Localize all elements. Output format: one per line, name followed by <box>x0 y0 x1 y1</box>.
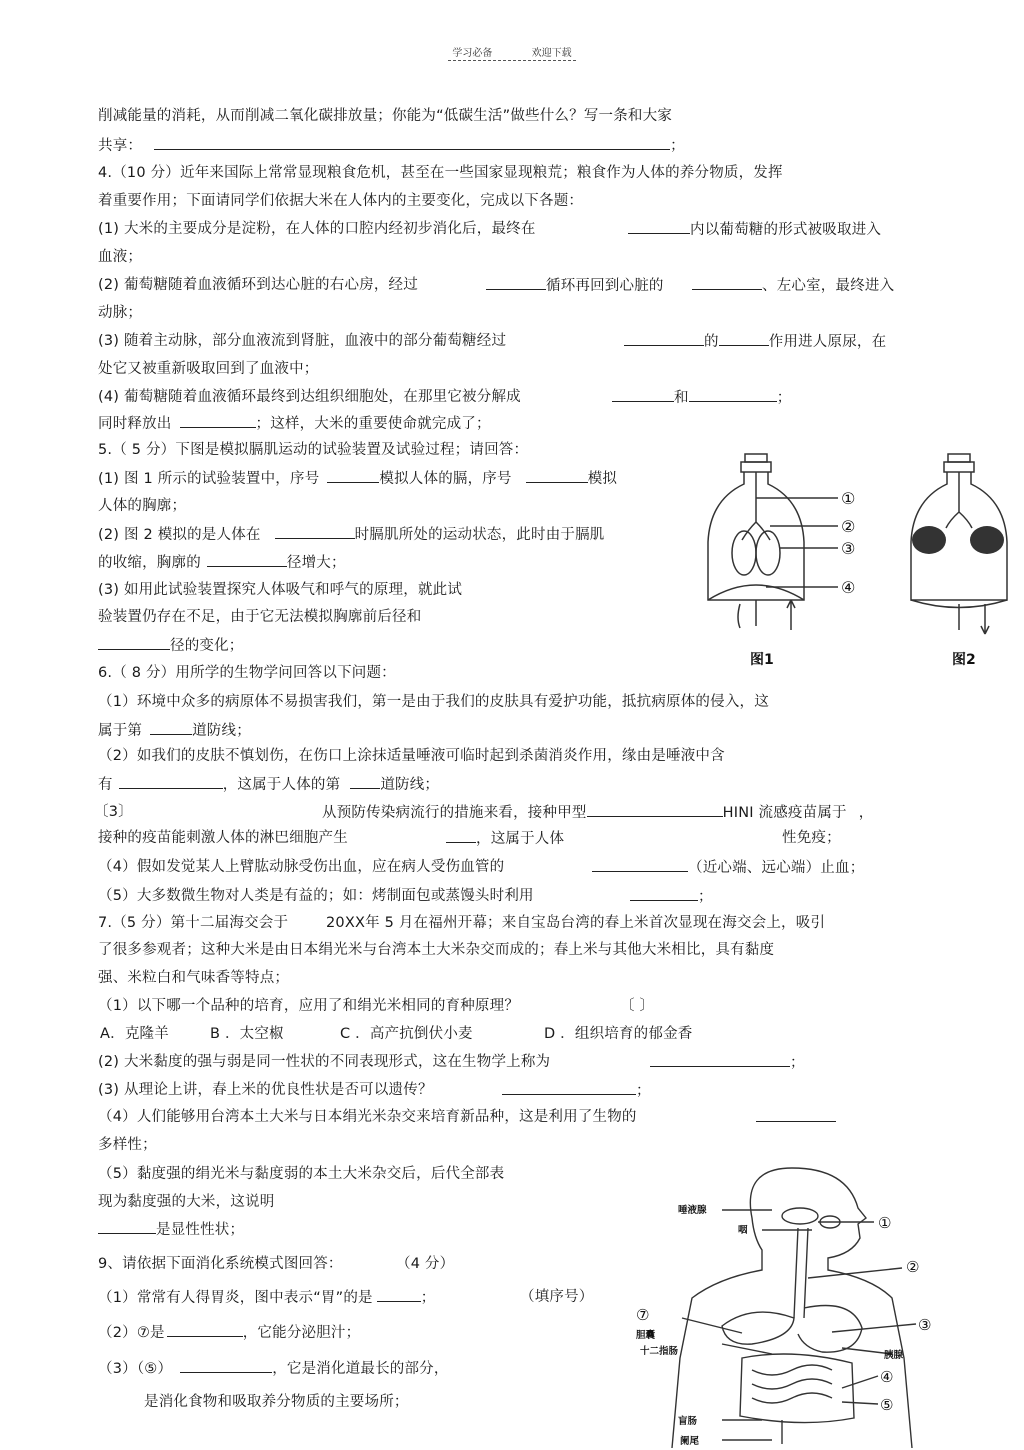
text-line: 血液； <box>98 249 143 265</box>
header-right: 欢迎下载 <box>531 48 572 59</box>
text-line: 是显性性状； <box>98 1219 244 1240</box>
num-5: ⑤ <box>880 1396 894 1414</box>
digestive-system-figure <box>622 1158 952 1448</box>
text-line: 〔3〕 <box>94 804 133 820</box>
text-line: 人体的胸廓； <box>98 498 187 514</box>
text-line: ； <box>650 1052 805 1073</box>
question-5-title: 5.（ 5 分）下图是模拟膈肌运动的试验装置及试验过程；请回答： <box>98 442 529 458</box>
text-line: 的 作用进人原尿，在 <box>624 331 886 352</box>
option-c: C ．高产抗倒伏小麦 <box>340 1026 473 1042</box>
text-line: (3) 如用此试验装置探究人体吸气和呼气的原理，就此试 <box>98 582 463 598</box>
question-9-title: 9、请依据下面消化系统模式图回答： <box>98 1256 343 1272</box>
text-line: （4 分） <box>396 1256 455 1272</box>
text-line <box>756 1107 836 1128</box>
text-line: (1) 大米的主要成分是淀粉，在人体的口腔内经初步消化后，最终在 <box>98 221 536 237</box>
label-2: ② <box>841 517 856 536</box>
label-duodenum: 十二指肠 <box>640 1346 679 1357</box>
text-line: (2) 大米黏度的强与弱是同一性状的不同表现形式，这在生物学上称为 <box>98 1054 551 1070</box>
text-line: 径的变化； <box>98 635 244 656</box>
label-3: ③ <box>841 539 856 558</box>
text-line: 属于第 道防线； <box>98 720 251 741</box>
text-line: 是消化食物和吸取养分物质的主要场所； <box>144 1394 409 1410</box>
figure-caption-2: 图2 <box>952 652 976 668</box>
num-4: ④ <box>880 1368 894 1386</box>
text-line: 共享： ； <box>98 135 685 156</box>
text-line: （近心端、远心端）止血； <box>592 857 864 878</box>
text-line: 接种的疫苗能刺激人体的淋巴细胞产生 <box>98 830 348 846</box>
text-line: （3）（⑤） ，它是消化道最长的部分， <box>98 1358 449 1379</box>
text-line: 循环再回到心脏的 <box>486 275 664 296</box>
text-line: （1）常常有人得胃炎，图中表示“胃”的是 ； <box>98 1287 435 1308</box>
num-3: ③ <box>918 1316 932 1334</box>
header-left: 学习必备 <box>452 48 493 59</box>
text-line: 的收缩，胸廓的 径增大； <box>98 552 346 573</box>
text-line: （5）黏度强的绢光米与黏度弱的本土大米杂交后，后代全部表 <box>98 1166 505 1182</box>
option-a: A．克隆羊 <box>100 1026 169 1042</box>
lung-shape <box>912 526 946 554</box>
text-line: (3) 随着主动脉，部分血液流到肾脏，血液中的部分葡萄糖经过 <box>98 333 507 349</box>
text-line: （4）人们能够用台湾本土大米与日本绢光米杂交来培育新品种，这是利用了生物的 <box>98 1109 637 1125</box>
text-line: 内以葡萄糖的形式被吸取进入 <box>628 219 881 240</box>
text-line: (1) 图 1 所示的试验装置中，序号 模拟人体的膈，序号 模拟 <box>98 468 617 489</box>
text-line: 了很多参观者；这种大米是由日本绢光米与台湾本土大米杂交而成的；春上米与其他大米相比，具有黏度 <box>98 942 775 958</box>
label-cecum: 盲肠 <box>678 1416 698 1427</box>
text-line: 验装置仍存在不足，由于它无法模拟胸廓前后径和 <box>98 609 422 625</box>
label-gallbladder: 胆囊 <box>636 1330 656 1341</box>
text-line: （5）大多数微生物对人类是有益的；如：烤制面包或蒸馒头时利用 <box>98 888 534 904</box>
text-line: 着重要作用；下面请同学们依据大米在人体内的主要变化，完成以下各题： <box>98 193 584 209</box>
text-line: 强、米粒白和气味香等特点； <box>98 970 290 986</box>
text-line: 处它又被重新吸取回到了血液中； <box>98 361 319 377</box>
lung-shape <box>970 526 1004 554</box>
text-line: 和 ； <box>612 387 791 408</box>
num-7: ⑦ <box>636 1306 650 1324</box>
text-line: （2）⑦是 ，它能分泌胆汁； <box>98 1322 360 1343</box>
text-line: 现为黏度强的大米，这说明 <box>98 1194 275 1210</box>
text-line: （4）假如发觉某人上臂肱动脉受伤出血，应在病人受伤血管的 <box>98 859 505 875</box>
text-line: （2）如我们的皮肤不慎划伤，在伤口上涂抹适量唾液可临时起到杀菌消炎作用，缘由是唾液中含 <box>98 748 725 764</box>
label-pancreas: 胰腺 <box>884 1350 904 1361</box>
text-line: （填序号） <box>520 1289 594 1305</box>
text-line: ，这属于人体 <box>446 828 564 849</box>
label-1: ① <box>841 489 856 508</box>
label-appendix: 阑尾 <box>680 1436 700 1447</box>
text-line: (3) 从理论上讲，春上米的优良性状是否可以遗传？ <box>98 1082 433 1098</box>
label-salivary-gland: 唾液腺 <box>678 1205 707 1216</box>
figure-caption-1: 图1 <box>750 652 774 668</box>
text-line: 、左心室，最终进入 <box>692 275 894 296</box>
num-1: ① <box>878 1214 892 1232</box>
question-7-title: 7.（5 分）第十二届海交会于 <box>98 915 289 931</box>
text-line: (2) 图 2 模拟的是人体在 时膈肌所处的运动状态，此时由于膈肌 <box>98 524 605 545</box>
option-b: B ．太空椒 <box>210 1026 284 1042</box>
label-pharynx: 咽 <box>738 1225 748 1236</box>
diaphragm-model-figure <box>700 450 1020 672</box>
question-6-title: 6.（ 8 分）用所学的生物学问回答以下问题： <box>98 665 396 681</box>
question-4-title: 4.（10 分）近年来国际上常常显现粮食危机，甚至在一些国家显现粮荒；粮食作为人体的养分物质，发挥 <box>98 165 783 181</box>
header-divider <box>448 60 576 61</box>
option-d: D ．组织培育的郁金香 <box>544 1026 693 1042</box>
page-header <box>0 44 1024 59</box>
text-line: 动脉； <box>98 305 143 321</box>
text-line: 从预防传染病流行的措施来看，接种甲型 HINI 流感疫苗属于 ， <box>322 802 873 823</box>
text-line: 削减能量的消耗，从而削减二氧化碳排放量；你能为“低碳生活”做些什么？写一条和大家 <box>98 108 673 124</box>
text-line: ； <box>630 886 713 907</box>
text-line: (4) 葡萄糖随着血液循环最终到达组织细胞处，在那里它被分解成 <box>98 389 521 405</box>
text-line: 有 ，这属于人体的第 道防线； <box>98 774 439 795</box>
text-line: 20XX年 5 月在福州开幕；来自宝岛台湾的春上米首次显现在海交会上，吸引 <box>326 915 826 931</box>
text-line: (2) 葡萄糖随着血液循环到达心脏的右心房，经过 <box>98 277 418 293</box>
text-line: 多样性； <box>98 1137 157 1153</box>
text-line: （1）以下哪一个品种的培育，应用了和绢光米相同的育种原理？ <box>98 998 520 1014</box>
text-line: ； <box>502 1080 651 1101</box>
text-line: 性免疫； <box>782 830 841 846</box>
text-line: （1）环境中众多的病原体不易损害我们，第一是由于我们的皮肤具有爱护功能，抵抗病原体的侵入，这 <box>98 694 769 710</box>
text-line: 〔 〕 <box>620 998 655 1014</box>
text-line: 同时释放出 ；这样，大米的重要使命就完成了； <box>98 413 491 434</box>
num-2: ② <box>906 1258 920 1276</box>
label-4: ④ <box>841 578 856 597</box>
